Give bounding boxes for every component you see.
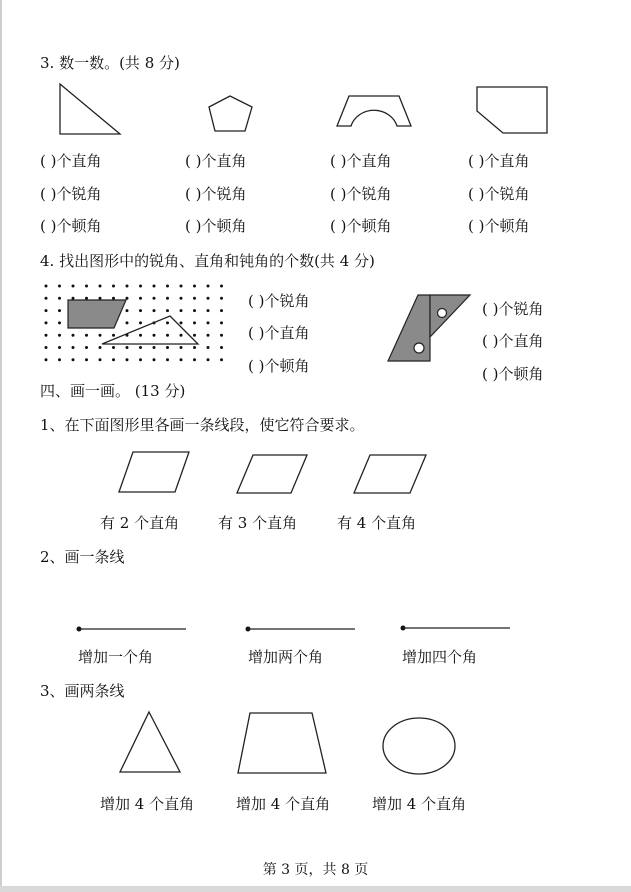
grid-dot bbox=[180, 297, 183, 300]
grid-dot bbox=[72, 358, 75, 361]
answer-blank[interactable]: ( )个锐角 bbox=[482, 300, 544, 318]
answer-blank[interactable]: ( )个顿角 bbox=[330, 217, 392, 235]
ray-line bbox=[76, 625, 188, 633]
grid-dot bbox=[85, 285, 88, 288]
section3-title: 3. 数一数。(共 8 分) bbox=[40, 54, 180, 72]
q1-label: 有 2 个直角 bbox=[100, 514, 180, 532]
answer-blank[interactable]: ( )个直角 bbox=[40, 152, 102, 170]
grid-dot bbox=[180, 358, 183, 361]
grid-dot bbox=[220, 321, 223, 324]
grid-dot bbox=[193, 358, 196, 361]
grid-dot bbox=[99, 285, 102, 288]
grid-dot bbox=[220, 358, 223, 361]
grid-dot bbox=[139, 309, 142, 312]
q1-label: 有 4 个直角 bbox=[337, 514, 417, 532]
grid-dot bbox=[45, 358, 48, 361]
answer-blank[interactable]: ( )个锐角 bbox=[40, 185, 102, 203]
grid-dot bbox=[153, 346, 156, 349]
answer-blank[interactable]: ( )个锐角 bbox=[330, 185, 392, 203]
grid-dot bbox=[207, 346, 210, 349]
grid-dot bbox=[112, 285, 115, 288]
grid-dot bbox=[166, 358, 169, 361]
grid-dot bbox=[166, 285, 169, 288]
grid-dot bbox=[207, 309, 210, 312]
q1-title: 1、在下面图形里各画一条线段，使它符合要求。 bbox=[40, 416, 365, 434]
grid-dot bbox=[45, 309, 48, 312]
q2-title: 2、画一条线 bbox=[40, 548, 125, 566]
grid-dot bbox=[220, 309, 223, 312]
grid-dot bbox=[112, 346, 115, 349]
grid-dot bbox=[58, 285, 61, 288]
set-square-figure bbox=[386, 293, 472, 365]
grid-dot bbox=[166, 321, 169, 324]
grid-dot bbox=[58, 297, 61, 300]
grid-dot bbox=[99, 358, 102, 361]
grid-dot bbox=[126, 309, 129, 312]
answer-blank[interactable]: ( )个锐角 bbox=[248, 292, 310, 310]
grid-dot bbox=[112, 334, 115, 337]
grid-dot bbox=[85, 297, 88, 300]
grid-dot bbox=[193, 334, 196, 337]
answer-blank[interactable]: ( )个顿角 bbox=[40, 217, 102, 235]
grid-dot bbox=[220, 285, 223, 288]
grid-dot bbox=[139, 334, 142, 337]
grid-dot bbox=[45, 321, 48, 324]
grid-dot bbox=[153, 334, 156, 337]
page-left-edge bbox=[0, 0, 2, 892]
answer-blank[interactable]: ( )个顿角 bbox=[248, 357, 310, 375]
answer-blank[interactable]: ( )个直角 bbox=[185, 152, 247, 170]
grid-dot bbox=[207, 321, 210, 324]
parallelogram-shape bbox=[352, 453, 428, 495]
ellipse-shape bbox=[380, 715, 458, 777]
grid-dot bbox=[153, 309, 156, 312]
answer-blank[interactable]: ( )个顿角 bbox=[185, 217, 247, 235]
grid-dot bbox=[45, 297, 48, 300]
grid-dot bbox=[58, 358, 61, 361]
answer-blank[interactable]: ( )个直角 bbox=[482, 332, 544, 350]
grid-dot bbox=[126, 358, 129, 361]
grid-dot bbox=[220, 346, 223, 349]
grid-dot bbox=[193, 321, 196, 324]
grid-dot bbox=[99, 297, 102, 300]
grid-dot bbox=[207, 358, 210, 361]
grid-dot bbox=[58, 346, 61, 349]
answer-blank[interactable]: ( )个直角 bbox=[330, 152, 392, 170]
grid-dot bbox=[207, 285, 210, 288]
q2-label: 增加一个角 bbox=[78, 648, 154, 666]
q3-label: 增加 4 个直角 bbox=[236, 795, 331, 813]
grid-dot bbox=[72, 334, 75, 337]
grid-dot bbox=[153, 297, 156, 300]
grid-dot bbox=[220, 297, 223, 300]
grid-dot bbox=[180, 334, 183, 337]
q3-title: 3、画两条线 bbox=[40, 682, 125, 700]
answer-blank[interactable]: ( )个直角 bbox=[248, 324, 310, 342]
grid-dot bbox=[153, 358, 156, 361]
grid-dot bbox=[45, 346, 48, 349]
grid-dot bbox=[193, 309, 196, 312]
grid-dot bbox=[58, 334, 61, 337]
grid-dot bbox=[207, 297, 210, 300]
trapezoid-shape bbox=[236, 711, 328, 775]
grid-dot bbox=[58, 309, 61, 312]
answer-blank[interactable]: ( )个直角 bbox=[468, 152, 530, 170]
dot-grid-figure bbox=[40, 280, 230, 365]
grid-dot bbox=[126, 297, 129, 300]
parallelogram-shape bbox=[235, 453, 309, 497]
grid-dot bbox=[139, 346, 142, 349]
grid-dot bbox=[166, 297, 169, 300]
grid-dot bbox=[180, 346, 183, 349]
grid-dot bbox=[45, 285, 48, 288]
grid-dot bbox=[193, 285, 196, 288]
section4-title: 4. 找出图形中的锐角、直角和钝角的个数(共 4 分) bbox=[40, 252, 375, 270]
grid-dot bbox=[207, 334, 210, 337]
answer-blank[interactable]: ( )个顿角 bbox=[482, 365, 544, 383]
ray-line bbox=[400, 624, 512, 632]
grid-dot bbox=[180, 309, 183, 312]
grid-dot bbox=[112, 358, 115, 361]
grid-dot bbox=[126, 285, 129, 288]
bottom-border bbox=[0, 886, 631, 892]
q1-label: 有 3 个直角 bbox=[218, 514, 298, 532]
pentagon-shape bbox=[204, 93, 256, 139]
answer-blank[interactable]: ( )个锐角 bbox=[468, 185, 530, 203]
grid-dot bbox=[72, 297, 75, 300]
grid-dot bbox=[166, 346, 169, 349]
q2-label: 增加两个角 bbox=[248, 648, 324, 666]
grid-dot bbox=[166, 309, 169, 312]
grid-dot bbox=[139, 358, 142, 361]
grid-dot bbox=[153, 285, 156, 288]
right-triangle-shape bbox=[58, 82, 124, 138]
grid-dot bbox=[220, 334, 223, 337]
parallelogram-shape bbox=[117, 450, 191, 496]
ray-line bbox=[245, 625, 357, 633]
grid-dot bbox=[166, 334, 169, 337]
part4-heading: 四、画一画。 (13 分) bbox=[40, 382, 186, 400]
grid-dot bbox=[126, 346, 129, 349]
grid-dot bbox=[139, 285, 142, 288]
cut-corner-shape bbox=[475, 85, 551, 137]
grid-dot bbox=[72, 346, 75, 349]
grid-dot bbox=[45, 334, 48, 337]
page-footer: 第 3 页，共 8 页 bbox=[262, 862, 369, 878]
answer-blank[interactable]: ( )个锐角 bbox=[185, 185, 247, 203]
arch-shape bbox=[335, 92, 413, 130]
triangle-shape bbox=[118, 710, 184, 774]
answer-blank[interactable]: ( )个顿角 bbox=[468, 217, 530, 235]
grid-dot bbox=[193, 346, 196, 349]
q2-label: 增加四个角 bbox=[402, 648, 478, 666]
grid-dot bbox=[180, 321, 183, 324]
grid-dot bbox=[139, 297, 142, 300]
grid-dot bbox=[180, 285, 183, 288]
grid-dot bbox=[126, 321, 129, 324]
grid-dot bbox=[85, 358, 88, 361]
grid-dot bbox=[85, 346, 88, 349]
grid-dot bbox=[99, 334, 102, 337]
grid-dot bbox=[139, 321, 142, 324]
grid-dot bbox=[72, 285, 75, 288]
q3-label: 增加 4 个直角 bbox=[100, 795, 195, 813]
q3-label: 增加 4 个直角 bbox=[372, 795, 467, 813]
grid-dot bbox=[193, 297, 196, 300]
grid-dot bbox=[99, 346, 102, 349]
grid-dot bbox=[58, 321, 61, 324]
grid-dot bbox=[85, 334, 88, 337]
grid-dot bbox=[112, 297, 115, 300]
